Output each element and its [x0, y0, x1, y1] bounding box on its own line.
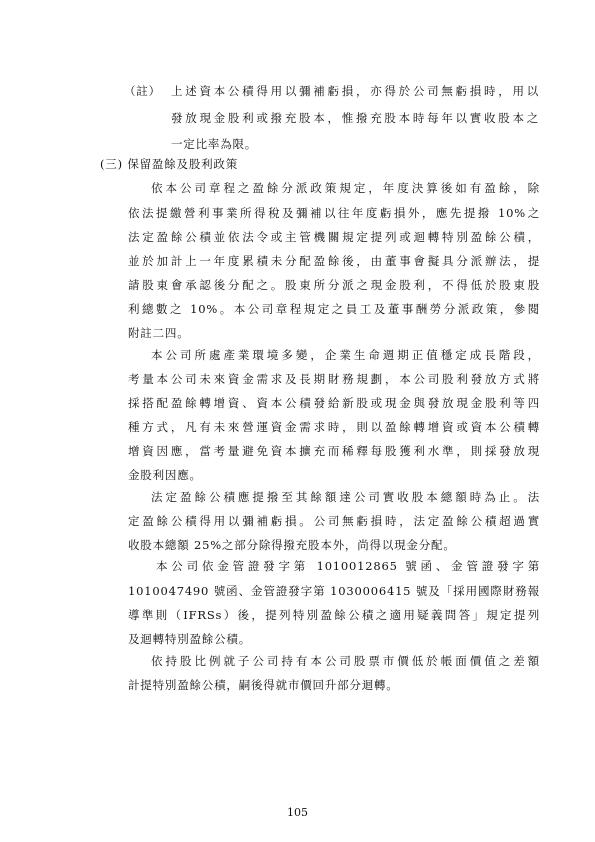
paragraph-line: 請股東會承認後分配之。股東所分派之現金股利，不得低於股東股 — [128, 278, 540, 292]
note-label: （註） — [124, 84, 161, 98]
paragraph-line: 及迴轉特別盈餘公積。 — [128, 632, 251, 646]
paragraph-line: 依本公司章程之盈餘分派政策規定，年度決算後如有盈餘，除 — [151, 181, 540, 195]
paragraph-line: 金股利因應。 — [128, 468, 202, 482]
note-line: 上述資本公積得用以彌補虧損，亦得於公司無虧損時，用以 — [171, 84, 539, 98]
paragraph-line: 利總數之 10%。本公司章程規定之員工及董事酬勞分派政策，參閱 — [128, 302, 540, 316]
note-line: 一定比率為限。 — [171, 137, 258, 151]
paragraph-line: 法定盈餘公積應提撥至其餘額達公司實收股本總額時為止。法 — [151, 490, 540, 504]
paragraph-line: 採搭配盈餘轉增資、資本公積發給新股或現金與發放現金股利等四 — [128, 396, 540, 410]
paragraph-line: 本公司依金管證發字第 1010012865 號函、金管證發字第 — [156, 559, 540, 573]
paragraph-line: 計提特別盈餘公積，嗣後得就市價回升部分迴轉。 — [128, 678, 399, 692]
paragraph-line: 依法提繳營利事業所得稅及彌補以往年度虧損外，應先提撥 10%之 — [128, 206, 540, 220]
paragraph-line: 增資因應，當考量避免資本擴充而稀釋每股獲利水準，則採發放現 — [128, 444, 540, 458]
section-heading: (三) 保留盈餘及股利政策 — [100, 157, 239, 171]
paragraph-line: 法定盈餘公積並依法令或主管機關規定提列或迴轉特別盈餘公積， — [128, 230, 540, 244]
paragraph-line: 依持股比例就子公司持有本公司股票市價低於帳面價值之差額 — [151, 654, 540, 668]
paragraph-line: 定盈餘公積得用以彌補虧損。公司無虧損時，法定盈餘公積超過實 — [128, 514, 540, 528]
paragraph-line: 種方式，凡有未來營運資金需求時，則以盈餘轉增資或資本公積轉 — [128, 420, 540, 434]
paragraph-line: 收股本總額 25%之部分除得撥充股本外，尚得以現金分配。 — [128, 538, 456, 552]
paragraph-line: 考量本公司未來資金需求及長期財務規劃，本公司股利發放方式將 — [128, 372, 540, 386]
page-number: 105 — [287, 806, 308, 819]
paragraph-line: 1010047490 號函、金管證發字第 1030006415 號及「採用國際財務報 — [128, 584, 540, 598]
paragraph-line: 本公司所處產業環境多變，企業生命週期正值穩定成長階段， — [151, 348, 540, 362]
paragraph-line: 並於加計上一年度累積未分配盈餘後，由董事會擬具分派辦法，提 — [128, 254, 540, 268]
paragraph-line: 附註二四。 — [128, 326, 190, 340]
note-line: 發放現金股利或撥充股本，惟撥充股本時每年以實收股本之 — [171, 111, 539, 125]
paragraph-line: 導準則（IFRSs）後，提列特別盈餘公積之適用疑義問答」規定提列 — [128, 608, 540, 622]
